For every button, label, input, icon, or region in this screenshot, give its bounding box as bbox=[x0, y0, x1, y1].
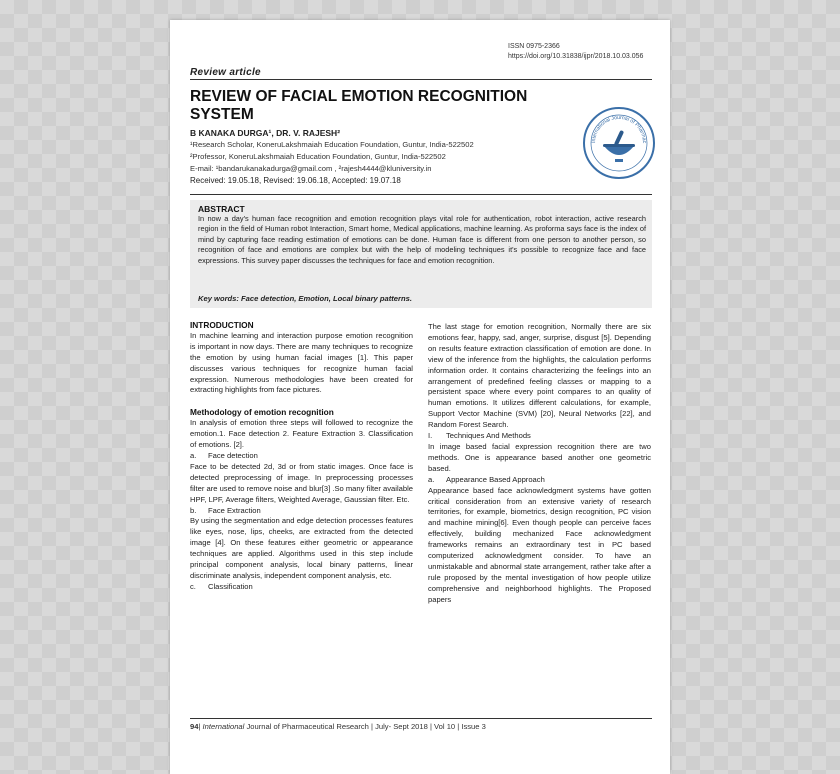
subsection-label: Classification bbox=[208, 581, 253, 591]
abstract-text: In now a day's human face recognition and emotion recognition plays vital role for authentication, robot interaction, active research region in the field of Human robot Interaction, Smart home, Medical applications, machine learning. As proforma says face is the index of mind by capturing face reading estimation of emotions can be done. Human face is different from one person to another person, so recognition of face and emotions are complex but with the help of modeling techniques it's possible to recognize face and face expressions. This survey paper discusses the techniques for face and emotion recognition. bbox=[198, 214, 646, 265]
paper-page bbox=[170, 20, 670, 774]
techniques-text: In image based facial expression recognition there are two methods. One is appearance based another one geometric based. bbox=[428, 441, 651, 473]
subsection-appearance bbox=[428, 475, 651, 486]
title-rule bbox=[190, 194, 652, 195]
right-column bbox=[428, 322, 651, 606]
journal-info: Journal of Pharmaceutical Research | July- Sept 2018 | Vol 10 | Issue 3 bbox=[246, 722, 486, 731]
methodology-heading: Methodology of emotion recognition bbox=[190, 407, 334, 418]
intro-text: In machine learning and interaction purpose emotion recognition is important in now days. There are many techniques to recognize the emotion by using human facial images [1]. This paper discusses various techniques for recognize human facial expression. Numerous methodologies have been created for extracting highlights from face pictures. bbox=[190, 330, 413, 395]
issn-text: ISSN 0975-2366 bbox=[508, 43, 560, 50]
page-number: 94 bbox=[190, 722, 199, 731]
section-techniques bbox=[428, 431, 651, 442]
section-label: Techniques And Methods bbox=[446, 431, 531, 441]
subsection-face-detection bbox=[190, 451, 413, 462]
journal-name-italic: International bbox=[202, 722, 245, 731]
face-detection-text: Face to be detected 2d, 3d or from static images. Once face is detected preprocessing of image. In preprocessing processes filter are used to remove noise and blur[3] .So many filter available HPF, LPF, Average filters, Weighted Average, Gaussian filter. Etc. bbox=[190, 461, 413, 504]
section-label: Review article bbox=[190, 67, 261, 78]
issn-block bbox=[508, 42, 643, 62]
face-extraction-text: By using the segmentation and edge detection processes features like eyes, nose, lips, cheeks, are extracted from the detected image [4]. On these features either geometric or appearance techniques are applied. Algorithms used in this step include principal component analysis, local binary patterns, linear discriminate analysis, independent component analysis, etc. bbox=[190, 516, 413, 580]
article-dates: Received: 19.05.18, Revised: 19.06.18, Accepted: 19.07.18 bbox=[190, 176, 401, 185]
keywords: Key words: Face detection, Emotion, Local binary patterns. bbox=[198, 294, 412, 303]
section-marker: I. bbox=[428, 431, 433, 441]
intro-heading: INTRODUCTION bbox=[190, 320, 254, 330]
appearance-text: Appearance based face acknowledgment systems have gotten critical consideration from an extensive variety of research territories, for example, biometrics, design recognition, PC vision and machine mining[6]. Even though people can perceive faces effectively, building mechanized Face acknowledgment frameworks remains an extraordinary test in PC based computerized acknowledgment consider. To have an unmistakable and abnormal state arrangement, rather take after a rule proposed by the mental investigation of how people utilize comprehensive and neighborhood highlights. The Proposed papers bbox=[428, 485, 651, 604]
methodology-text: In analysis of emotion three steps will followed to recognize the emotion.1. Face detection 2. Feature Extraction 3. Classification of emotions. [2]. bbox=[190, 418, 413, 450]
author-emails[interactable]: E-mail: ¹bandarukanakadurga@gmail.com , ²rajesh4444@kluniversity.in bbox=[190, 164, 432, 173]
subsection-label: Appearance Based Approach bbox=[446, 474, 545, 484]
subsection-marker: b. bbox=[190, 505, 197, 515]
affiliation-2: ²Professor, KoneruLakshmaiah Education Foundation, Guntur, India-522502 bbox=[190, 152, 446, 161]
header-rule bbox=[190, 79, 652, 80]
logo-text: International Journal of Pharmac bbox=[590, 114, 648, 144]
classification-text: The last stage for emotion recognition, Normally there are six emotions fear, happy, sad, anger, surprise, disgust [5]. Depending on results feature extraction classification of emotion are done. In view of the inference from the highlights, the calculation performs information order. It contains characterizing the feelings into an arrangement of predefined feeling classes or mapping to a persistent space where every point compares to an quality of human emotions. It utilizes different calculations, for example, Support Vector Machine (SVM) [20], Neural Networks [22], and Random Forest Search. bbox=[428, 322, 651, 430]
subsection-face-extraction bbox=[190, 506, 413, 517]
subsection-marker: a. bbox=[190, 450, 197, 460]
subsection-marker: a. bbox=[428, 474, 435, 484]
subsection-label: Face detection bbox=[208, 450, 258, 460]
article-authors: B KANAKA DURGA¹, DR. V. RAJESH² bbox=[190, 128, 341, 138]
subsection-label: Face Extraction bbox=[208, 505, 261, 515]
article-title: REVIEW OF FACIAL EMOTION RECOGNITION SYSTEM bbox=[190, 88, 528, 123]
abstract-heading: ABSTRACT bbox=[198, 204, 245, 214]
page-footer: 94| International Journal of Pharmaceutical Research | July- Sept 2018 | Vol 10 | Issue 3 bbox=[190, 722, 486, 731]
left-column bbox=[190, 320, 413, 593]
subsection-classification bbox=[190, 582, 413, 593]
affiliation-1: ¹Research Scholar, KoneruLakshmaiah Education Foundation, Guntur, India-522502 bbox=[190, 140, 474, 149]
journal-logo-icon bbox=[582, 106, 656, 180]
doi-link[interactable]: https://doi.org/10.31838/ijpr/2018.10.03.056 bbox=[508, 53, 644, 60]
subsection-marker: c. bbox=[190, 581, 196, 591]
footer-rule bbox=[190, 718, 652, 719]
